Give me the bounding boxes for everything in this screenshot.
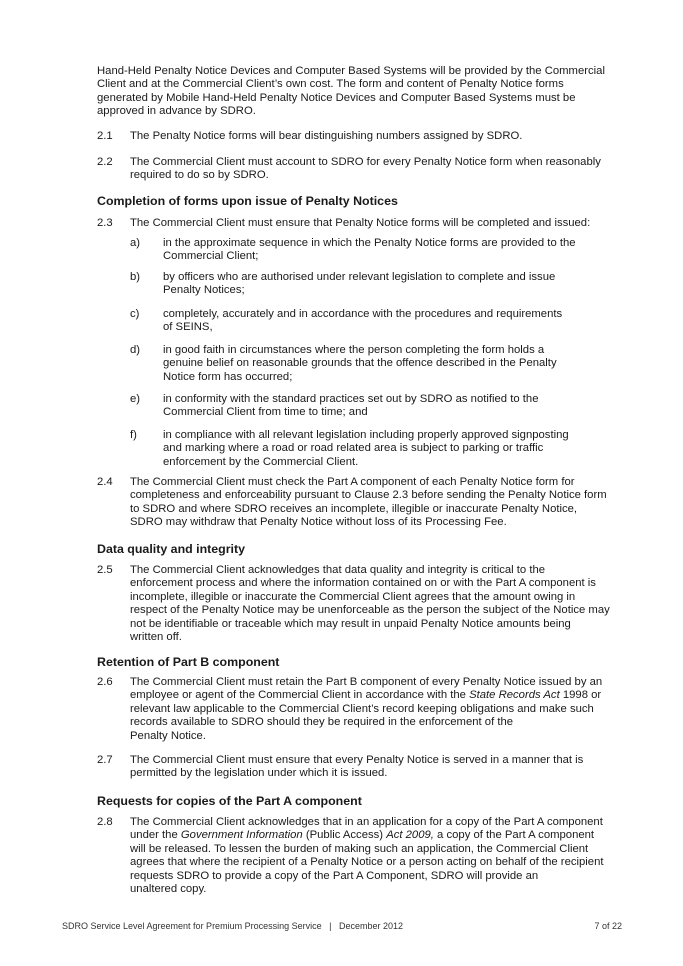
intro-paragraph: Hand-Held Penalty Notice Devices and Computer Based Systems will be provided by the Commercial Client and at the Commercial Client’s own cost. The form and content of Penalty Notice forms generated by Mobile Hand-Held Penalty Notice Devices and Computer Based Systems must be approved in advance by SDRO.: [97, 65, 605, 118]
clause-number: 2.6: [97, 676, 113, 688]
footer-separator: |: [329, 921, 332, 931]
list-label: e): [130, 393, 141, 405]
list-item-d: in good faith in circumstances where the person completing the form holds a genuine belief on reasonable grounds that the offence described in the Penalty Notice form has occurred;: [163, 344, 557, 383]
clause-2-4: The Commercial Client must check the Part A component of each Penalty Notice form for completeness and enforceability pursuant to Clause 2.3 before sending the Penalty Notice form to SDRO and where SDRO receives an incomplete, illegible or inaccurate Penalty Notice, SDRO may withdraw that Penalty Notice without loss of its Processing Fee.: [130, 476, 607, 529]
section-heading-data-quality: Data quality and integrity: [97, 542, 246, 556]
list-label: f): [130, 429, 137, 441]
list-label: a): [130, 237, 141, 249]
list-label: d): [130, 344, 141, 356]
clause-2-7: The Commercial Client must ensure that every Penalty Notice is served in a manner that is permitted by the legislation under which it is issued.: [130, 754, 584, 780]
list-item-c: completely, accurately and in accordance with the procedures and requirements of SEINS,: [163, 308, 563, 334]
page-footer: [62, 921, 403, 931]
clause-2-8: The Commercial Client acknowledges that in an application for a copy of the Part A component under the Government Information (Public Access) Act 2009, a copy of the Part A component will be released. To lessen the burden of making such an application, the Commercial Client agrees that where the recipient of a Penalty Notice or a person acting on behalf of the recipient requests SDRO to provide a copy of the Part A Component, SDRO will provide an unaltered copy.: [130, 816, 604, 896]
clause-number: 2.5: [97, 564, 113, 576]
clause-2-6: The Commercial Client must retain the Part B component of every Penalty Notice issued by an employee or agent of the Commercial Client in accordance with the State Records Act 1998 or relevant law applicable to the Commercial Client’s record keeping obligations and make such records available to SDRO should they be required in the enforcement of the Penalty Notice.: [130, 676, 603, 742]
page-number: 7 of 22: [594, 921, 622, 931]
list-item-b: by officers who are authorised under relevant legislation to complete and issue Penalty Notices;: [163, 271, 556, 297]
list-label: b): [130, 271, 141, 283]
clause-number: 2.4: [97, 476, 113, 488]
list-label: c): [130, 308, 140, 320]
footer-date: December 2012: [338, 921, 404, 931]
section-heading-completion: Completion of forms upon issue of Penalty Notices: [97, 194, 398, 208]
clause-number: 2.8: [97, 816, 113, 828]
act-title: Government Information: [180, 829, 303, 842]
section-heading-retention: Retention of Part B component: [97, 655, 280, 669]
clause-number: 2.2: [97, 156, 113, 168]
clause-2-1: The Penalty Notice forms will bear distinguishing numbers assigned by SDRO.: [130, 130, 523, 142]
clause-number: 2.7: [97, 754, 113, 766]
act-title: Act 2009,: [386, 829, 434, 842]
act-title: State Records Act: [469, 689, 560, 702]
list-item-e: in conformity with the standard practices set out by SDRO as notified to the Commercial Client from time to time; and: [163, 393, 539, 419]
clause-2-5: The Commercial Client acknowledges that data quality and integrity is critical to the enforcement process and where the information contained on or with the Part A component is incomplete, illegible or inaccurate the Commercial Client agrees that the amount owing in respect of the Penalty Notice may be unenforceable as the person the subject of the Notice may not be identifiable or traceable which may result in unpaid Penalty Notice amounts being written off.: [130, 564, 610, 644]
list-item-f: in compliance with all relevant legislation including properly approved signposting and marking where a road or road related area is subject to parking or traffic enforcement by the Commercial Client.: [163, 429, 569, 468]
section-heading-requests: Requests for copies of the Part A component: [97, 794, 362, 808]
clause-number: 2.1: [97, 130, 113, 142]
footer-document-title: SDRO Service Level Agreement for Premium Processing Service: [62, 921, 322, 931]
clause-number: 2.3: [97, 217, 113, 229]
clause-2-2: The Commercial Client must account to SDRO for every Penalty Notice form when reasonably required to do so by SDRO.: [130, 156, 601, 182]
clause-2-3: The Commercial Client must ensure that Penalty Notice forms will be completed and issued:: [130, 217, 591, 229]
list-item-a: in the approximate sequence in which the Penalty Notice forms are provided to the Commercial Client;: [163, 237, 576, 263]
